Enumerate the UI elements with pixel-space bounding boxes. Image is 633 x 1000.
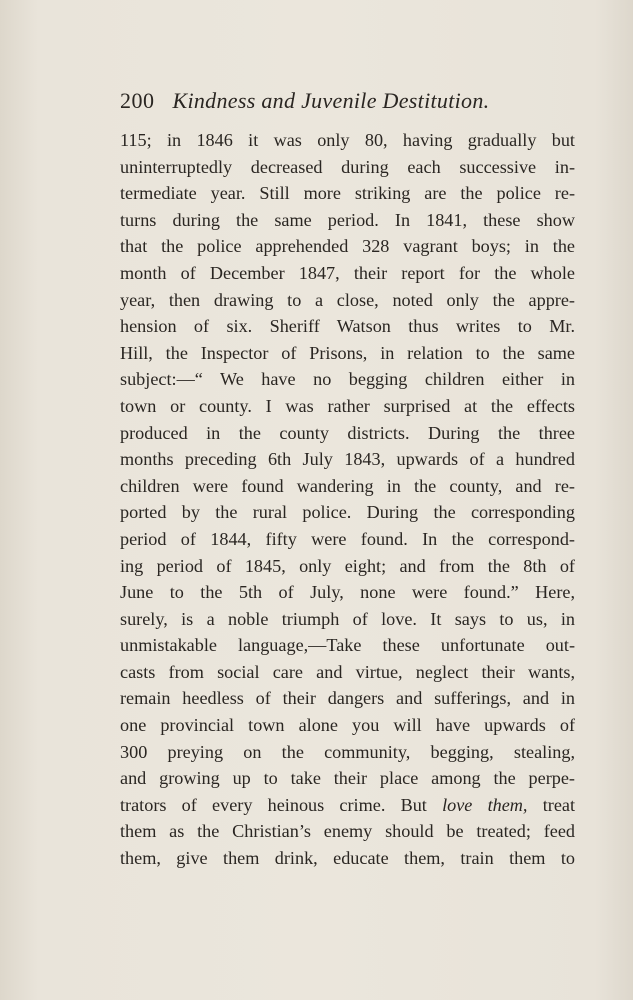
text-line: one provincial town alone you will have upwards of <box>120 715 575 736</box>
text-line: and growing up to take their place among the perpe- <box>120 768 575 789</box>
body-text <box>120 127 575 872</box>
text-line: unmistakable language,—Take these unfortunate out- <box>120 635 575 656</box>
text-line: remain heedless of their dangers and sufferings, and in <box>120 688 575 709</box>
italic-phrase: love them, <box>442 794 528 815</box>
text-line: surely, is a noble triumph of love. It says to us, in <box>120 608 575 629</box>
text-line: months preceding 6th July 1843, upwards of a hundred <box>120 449 575 470</box>
text-line: them as the Christian’s enemy should be treated; feed <box>120 821 575 842</box>
text-line: casts from social care and virtue, neglect their wants, <box>120 661 575 682</box>
text-line: ing period of 1845, only eight; and from the 8th of <box>120 555 575 576</box>
text-line: month of December 1847, their report for the whole <box>120 262 575 283</box>
text-line-with-italic <box>120 792 575 819</box>
text-line: uninterruptedly decreased during each successive in- <box>120 156 575 177</box>
text-line: period of 1844, fifty were found. In the correspond- <box>120 528 575 549</box>
text-line: 300 preying on the community, begging, stealing, <box>120 741 575 762</box>
text-line: June to the 5th of July, none were found.” Here, <box>120 582 575 603</box>
text-line: children were found wandering in the county, and re- <box>120 475 575 496</box>
text-line: termediate year. Still more striking are the police re- <box>120 183 575 204</box>
text-line: turns during the same period. In 1841, these show <box>120 209 575 230</box>
text-line: them, give them drink, educate them, train them to <box>120 848 575 869</box>
page-header <box>120 88 540 118</box>
text-segment: trators of every heinous crime. But <box>120 794 427 815</box>
text-line: hension of six. Sheriff Watson thus writes to Mr. <box>120 316 575 337</box>
text-line: 115; in 1846 it was only 80, having gradually but <box>120 130 575 150</box>
text-line: Hill, the Inspector of Prisons, in relation to the same <box>120 342 575 363</box>
running-title: Kindness and Juvenile Destitution. <box>172 88 490 113</box>
text-line: subject:—“ We have no begging children either in <box>120 369 575 390</box>
text-line: year, then drawing to a close, noted only the appre- <box>120 289 575 310</box>
text-segment: treat <box>542 794 575 815</box>
text-line: town or county. I was rather surprised at the effects <box>120 395 575 416</box>
text-line: that the police apprehended 328 vagrant boys; in the <box>120 236 575 257</box>
page-number: 200 <box>120 88 155 113</box>
text-line: ported by the rural police. During the corresponding <box>120 502 575 523</box>
text-line: produced in the county districts. During the three <box>120 422 575 443</box>
